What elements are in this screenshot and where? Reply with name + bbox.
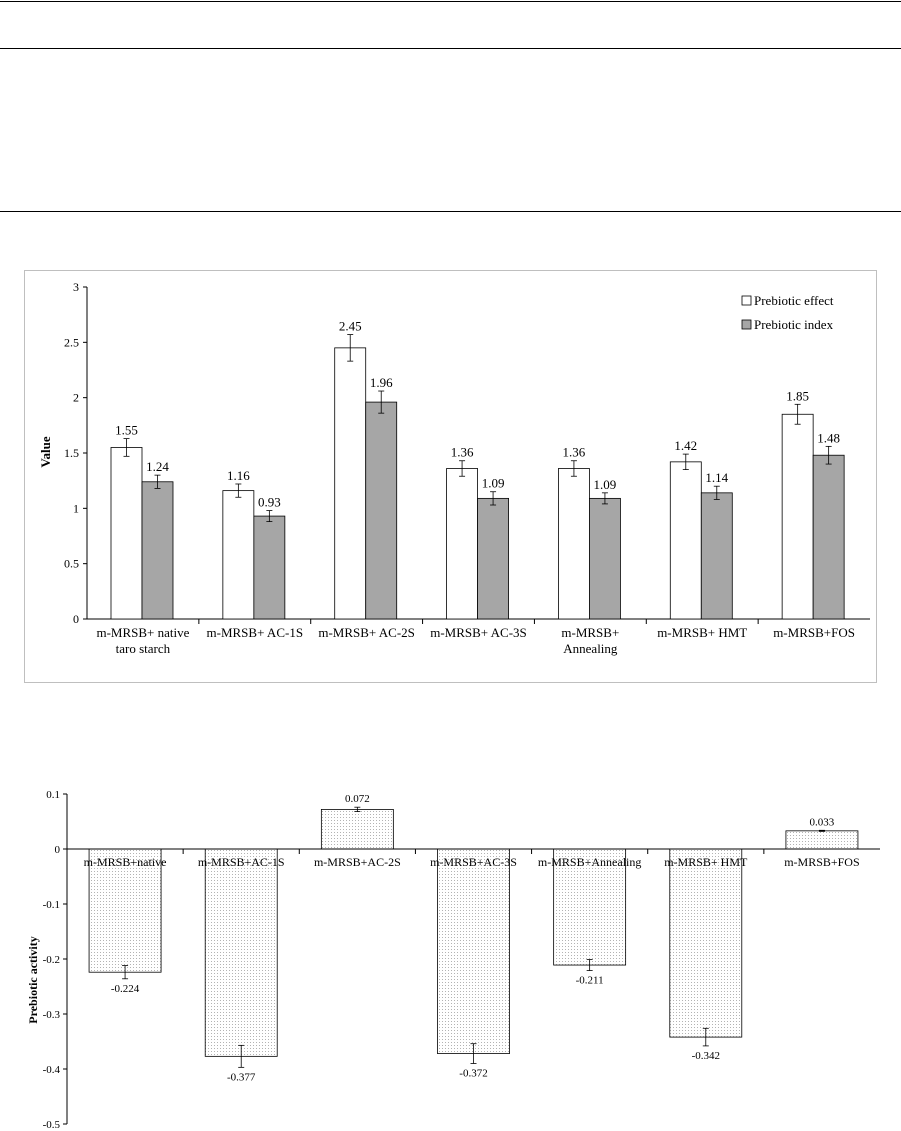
chart1-y-axis-label: Value bbox=[38, 436, 53, 468]
chart2-bar bbox=[321, 809, 393, 849]
chart1-y-tick-label: 3 bbox=[73, 280, 79, 294]
chart1-category-label: m-MRSB+ AC-3S bbox=[430, 625, 527, 640]
chart1-data-label: 1.36 bbox=[450, 444, 474, 460]
chart2-y-tick-label: -0.4 bbox=[42, 1064, 60, 1076]
chart2-y-tick-label: -0.1 bbox=[42, 899, 60, 911]
chart2-data-label: -0.211 bbox=[575, 974, 604, 987]
chart2-y-tick-label: -0.2 bbox=[42, 954, 60, 966]
chart1-category-label: taro starch bbox=[115, 641, 171, 656]
chart1-data-label: 1.09 bbox=[481, 475, 505, 491]
chart2-bar bbox=[670, 849, 742, 1037]
chart1-data-label: 1.16 bbox=[226, 467, 250, 483]
chart2-category-label: m-MRSB+AC-1S bbox=[197, 855, 285, 869]
chart1-category-label: m-MRSB+FOS bbox=[773, 625, 855, 640]
chart2-y-axis-label: Prebiotic activity bbox=[26, 936, 40, 1024]
chart2-category-label: m-MRSB+Annealing bbox=[537, 855, 642, 869]
chart2-category-label: m-MRSB+AC-3S bbox=[430, 855, 517, 869]
chart1-data-label: 1.09 bbox=[593, 476, 617, 492]
chart2-data-label: -0.377 bbox=[227, 1071, 256, 1084]
chart2-category-label: m-MRSB+AC-2S bbox=[313, 855, 401, 869]
chart1-data-label: 1.55 bbox=[115, 422, 138, 438]
chart1-data-label: 1.96 bbox=[369, 375, 393, 391]
chart1-y-tick-label: 1 bbox=[73, 501, 79, 516]
chart2-data-label: 0.033 bbox=[809, 816, 835, 829]
chart2-data-label: -0.342 bbox=[691, 1049, 720, 1062]
chart1-category-label: m-MRSB+ AC-2S bbox=[318, 625, 415, 640]
chart2-bar bbox=[438, 849, 510, 1054]
chart2-y-tick-label: -0.3 bbox=[42, 1009, 60, 1021]
chart2-y-tick-label: -0.5 bbox=[42, 1119, 60, 1131]
chart1-category-label: m-MRSB+ bbox=[561, 625, 620, 640]
chart2-category-label: m-MRSB+FOS bbox=[784, 855, 860, 869]
chart1-y-tick-label: 0 bbox=[73, 612, 79, 626]
chart2-y-tick-label: 0 bbox=[54, 844, 60, 856]
chart2-bar bbox=[786, 831, 858, 849]
legend-label-prebiotic-index: Prebiotic index bbox=[754, 317, 834, 332]
chart2-y-tick-label: 0.1 bbox=[46, 789, 60, 801]
chart1-data-label: 2.45 bbox=[338, 318, 362, 334]
chart2-category-label: m-MRSB+ HMT bbox=[664, 855, 748, 869]
chart1-data-label: 1.85 bbox=[786, 388, 810, 404]
chart2-category-label: m-MRSB+native bbox=[83, 855, 167, 869]
chart2-data-label: -0.372 bbox=[459, 1067, 488, 1080]
chart1-y-tick-label: 0.5 bbox=[64, 556, 79, 571]
chart1-category-label: m-MRSB+ HMT bbox=[657, 625, 748, 640]
chart2-data-label: 0.072 bbox=[344, 793, 370, 806]
legend-label-prebiotic-effect: Prebiotic effect bbox=[754, 293, 834, 308]
chart1-data-label: 1.36 bbox=[562, 444, 586, 460]
chart2-data-label: -0.224 bbox=[110, 982, 140, 995]
chart1-category-label: m-MRSB+ native bbox=[96, 625, 190, 640]
chart1-y-tick-label: 2.5 bbox=[64, 335, 79, 350]
chart1-data-label: 1.42 bbox=[674, 438, 698, 454]
chart1-data-label: 0.93 bbox=[257, 494, 281, 510]
chart1-data-label: 1.14 bbox=[705, 470, 729, 486]
chart1-category-label: m-MRSB+ AC-1S bbox=[206, 625, 304, 640]
chart1-category-label: Annealing bbox=[563, 641, 618, 656]
chart2-bar bbox=[205, 849, 277, 1056]
chart1-data-label: 1.24 bbox=[146, 459, 169, 475]
chart1-y-tick-label: 1.5 bbox=[64, 446, 79, 460]
chart1-y-tick-label: 2 bbox=[73, 390, 79, 405]
chart1-data-label: 1.48 bbox=[817, 430, 841, 446]
